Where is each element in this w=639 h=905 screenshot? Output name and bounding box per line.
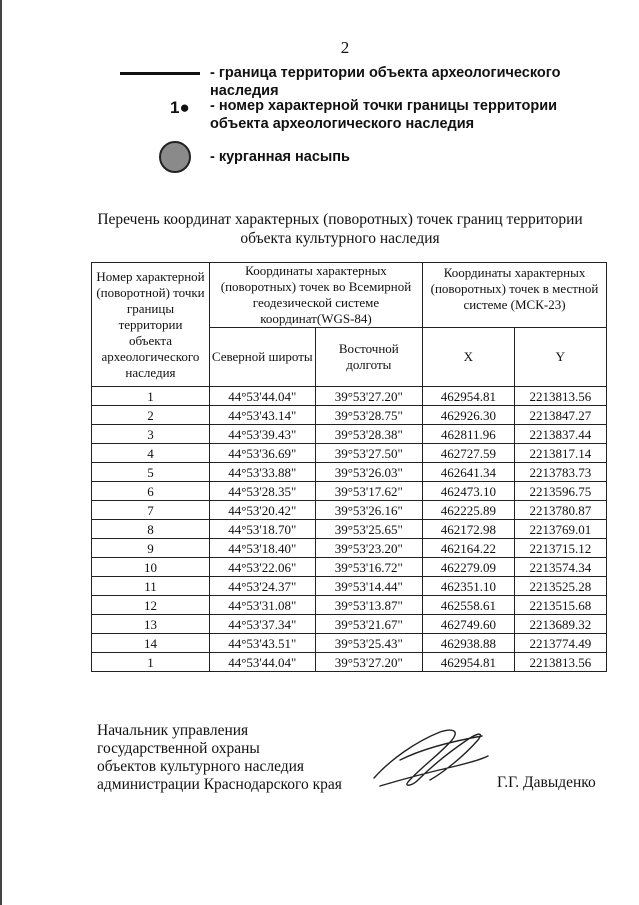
- table-cell: 12: [92, 596, 210, 615]
- table-cell: 2213774.49: [514, 634, 606, 653]
- table-cell: 39°53'21.67": [315, 615, 422, 634]
- table-cell: 39°53'28.75": [315, 406, 422, 425]
- table-cell: 2213847.27: [514, 406, 606, 425]
- point-marker-icon: 1●: [170, 98, 190, 117]
- boundary-line-symbol: [120, 72, 200, 75]
- table-cell: 462926.30: [423, 406, 515, 425]
- table-cell: 462164.22: [423, 539, 515, 558]
- table-cell: 4: [92, 444, 210, 463]
- table-row: [92, 615, 607, 634]
- table-row: [92, 558, 607, 577]
- table-cell: 39°53'17.62": [315, 482, 422, 501]
- table-cell: 39°53'27.20": [315, 387, 422, 406]
- table-cell: 2213769.01: [514, 520, 606, 539]
- table-cell: 2213525.28: [514, 577, 606, 596]
- page-number: 2: [340, 38, 350, 57]
- header-wgs84: Координаты характерных (поворотных) точек во Всемирной геодезической системе координат(WGS-84): [209, 263, 422, 328]
- table-cell: 462938.88: [423, 634, 515, 653]
- table-cell: 39°53'23.20": [315, 539, 422, 558]
- header-east-longitude: Восточной долготы: [315, 328, 422, 387]
- table-cell: 44°53'20.42": [209, 501, 315, 520]
- table-cell: 44°53'24.37": [209, 577, 315, 596]
- mound-icon: [159, 141, 191, 173]
- table-cell: 462749.60: [423, 615, 515, 634]
- table-cell: 2213780.87: [514, 501, 606, 520]
- table-cell: 11: [92, 577, 210, 596]
- table-cell: 13: [92, 615, 210, 634]
- table-cell: 39°53'27.50": [315, 444, 422, 463]
- table-cell: 462351.10: [423, 577, 515, 596]
- table-cell: 44°53'18.40": [209, 539, 315, 558]
- table-cell: 44°53'28.35": [209, 482, 315, 501]
- table-cell: 39°53'13.87": [315, 596, 422, 615]
- legend-text-boundary: - граница территории объекта археологического наследия: [210, 65, 561, 99]
- table-cell: 44°53'33.88": [209, 463, 315, 482]
- table-cell: 5: [92, 463, 210, 482]
- table-row: [92, 520, 607, 539]
- coordinates-table-body: [92, 387, 607, 672]
- table-cell: 44°53'43.51": [209, 634, 315, 653]
- coordinates-table: [91, 262, 607, 672]
- header-point-number: Номер характерной (поворотной) точки границы территории объекта археологического наследия: [92, 263, 210, 387]
- table-cell: 44°53'39.43": [209, 425, 315, 444]
- table-cell: 44°53'36.69": [209, 444, 315, 463]
- table-cell: 2: [92, 406, 210, 425]
- signatory-name: Г.Г. Давыденко: [497, 774, 596, 791]
- table-cell: 7: [92, 501, 210, 520]
- table-cell: 462954.81: [423, 653, 515, 672]
- table-cell: 2213813.56: [514, 653, 606, 672]
- table-cell: 2213813.56: [514, 387, 606, 406]
- header-x: X: [423, 328, 515, 387]
- legend-text-point: - номер характерной точки границы территории объекта археологического наследия: [210, 98, 558, 132]
- table-cell: 44°53'44.04": [209, 653, 315, 672]
- header-y: Y: [514, 328, 606, 387]
- table-cell: 2213515.68: [514, 596, 606, 615]
- table-row: [92, 501, 607, 520]
- table-cell: 39°53'25.65": [315, 520, 422, 539]
- table-cell: 39°53'26.16": [315, 501, 422, 520]
- table-cell: 44°53'44.04": [209, 387, 315, 406]
- header-msk23: Координаты характерных (поворотных) точек в местной системе (МСК-23): [423, 263, 607, 328]
- table-cell: 2213783.73: [514, 463, 606, 482]
- signatory-position: [97, 722, 342, 794]
- table-cell: 9: [92, 539, 210, 558]
- table-cell: 39°53'14.44": [315, 577, 422, 596]
- table-row: [92, 634, 607, 653]
- table-cell: 44°53'43.14": [209, 406, 315, 425]
- table-cell: 39°53'16.72": [315, 558, 422, 577]
- table-row: [92, 577, 607, 596]
- table-row: [92, 653, 607, 672]
- table-cell: 2213715.12: [514, 539, 606, 558]
- table-cell: 2213817.14: [514, 444, 606, 463]
- signatory-line: администрации Краснодарского края: [97, 776, 342, 793]
- legend-text-mound: - курганная насыпь: [210, 149, 350, 165]
- table-cell: 39°53'26.03": [315, 463, 422, 482]
- table-row: [92, 482, 607, 501]
- table-cell: 462225.89: [423, 501, 515, 520]
- document-title: Перечень координат характерных (поворотных) точек границ территории объекта культурного наследия: [97, 211, 583, 247]
- table-row: [92, 406, 607, 425]
- table-row: [92, 425, 607, 444]
- table-row: [92, 596, 607, 615]
- header-north-latitude: Северной широты: [209, 328, 315, 387]
- table-cell: 39°53'28.38": [315, 425, 422, 444]
- table-cell: 462954.81: [423, 387, 515, 406]
- table-cell: 462641.34: [423, 463, 515, 482]
- table-cell: 462558.61: [423, 596, 515, 615]
- table-cell: 1: [92, 653, 210, 672]
- table-cell: 2213837.44: [514, 425, 606, 444]
- table-cell: 44°53'37.34": [209, 615, 315, 634]
- table-cell: 462727.59: [423, 444, 515, 463]
- table-cell: 3: [92, 425, 210, 444]
- table-cell: 44°53'22.06": [209, 558, 315, 577]
- table-cell: 2213689.32: [514, 615, 606, 634]
- signatory-line: Начальник управления: [97, 722, 249, 739]
- table-cell: 10: [92, 558, 210, 577]
- table-cell: 462279.09: [423, 558, 515, 577]
- signatory-line: государственной охраны: [97, 740, 260, 757]
- table-row: [92, 387, 607, 406]
- table-cell: 39°53'27.20": [315, 653, 422, 672]
- handwritten-signature: [360, 720, 500, 800]
- table-cell: 462811.96: [423, 425, 515, 444]
- table-cell: 8: [92, 520, 210, 539]
- table-cell: 44°53'31.08": [209, 596, 315, 615]
- table-cell: 1: [92, 387, 210, 406]
- table-cell: 462172.98: [423, 520, 515, 539]
- table-cell: 6: [92, 482, 210, 501]
- table-row: [92, 463, 607, 482]
- table-cell: 2213596.75: [514, 482, 606, 501]
- page-edge: [0, 0, 2, 905]
- table-row: [92, 444, 607, 463]
- table-cell: 2213574.34: [514, 558, 606, 577]
- table-cell: 462473.10: [423, 482, 515, 501]
- table-cell: 44°53'18.70": [209, 520, 315, 539]
- table-row: [92, 539, 607, 558]
- signatory-line: объектов культурного наследия: [97, 758, 305, 775]
- table-cell: 39°53'25.43": [315, 634, 422, 653]
- table-cell: 14: [92, 634, 210, 653]
